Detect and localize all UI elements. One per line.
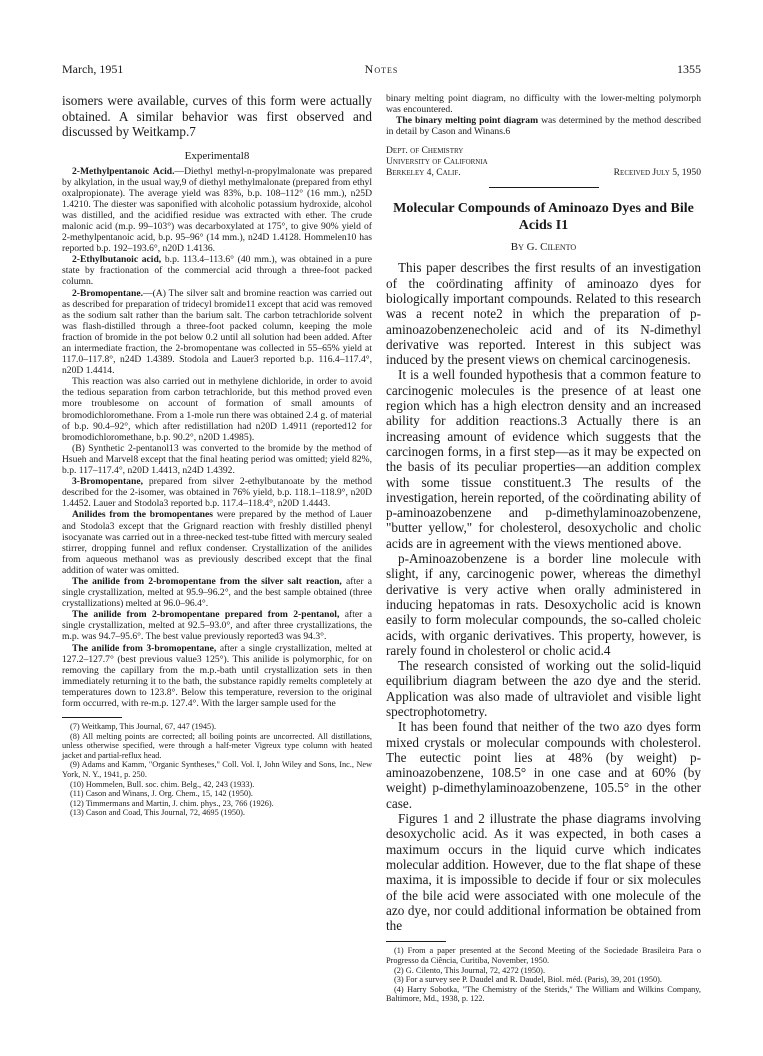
footnote-divider xyxy=(386,941,446,942)
paragraph: p-Aminoazobenzene is a border line molecule with slight, if any, carcinogenic power, whereas the dimethyl derivative is very active when orally administered in inducing hepatomas in rats. Desoxycholic acid is known easily to form molecular compounds, the so-called choleic acids, with organic derivatives. This property, however, is rarely found in cholesterol or cholic acid.4 xyxy=(386,551,701,658)
left-column xyxy=(62,93,372,818)
page-header xyxy=(62,62,701,78)
paragraph: Anilides from the bromopentanes were prepared by the method of Lauer and Stodola3 except that the Grignard reaction with freshly distilled phenyl isocyanate was carried out in a three-necked test-tube fitted with mercury sealed stirrer, dropping funnel and reflux condenser. Crystallization of the anilides from aqueous methanol was as previously described except that the final addition of water was omitted. xyxy=(62,509,372,576)
paragraph: This paper describes the first results of an investigation of the coördinating affinity of aminoazo dyes for biologically important compounds. Related to this research was a recent note2 in which the preparation of p-aminoazobenzenecholeic acid and of its N-dimethyl derivative was reported. Interest in this subject was induced by the present views on chemical carcinogenesis. xyxy=(386,260,701,368)
paragraph: 2-Bromopentane.—(A) The silver salt and bromine reaction was carried out as described for preparation of tridecyl bromide11 except that acid was removed as the sodium salt rather than the barium salt. The carbon tetrachloride solvent was flash-distilled through a three-foot packed column, keeping the mole fraction of bromide in the pot below 0.2 until all solution had been added. After an intermediate fraction, the 2-bromopentane was collected in 55–65% yield at 117.0–117.8°, n24D 1.4389. Stodola and Lauer3 reported b.p. 116.4–117.4°, n20D 1.4414. xyxy=(62,287,372,377)
header-section: Notes xyxy=(364,62,399,76)
paragraph: It has been found that neither of the two azo dyes form mixed crystals or molecular compounds with cholesterol. The eutectic point lies at 48% (by weight) p-aminoazobenzene, 108.5° in one case and at 60% (by weight) p-dimethylaminoazobenzene, 105.5° in the other case. xyxy=(386,719,701,811)
footnote: (2) G. Cilento, This Journal, 72, 4272 (1950). xyxy=(394,965,546,975)
header-date: March, 1951 xyxy=(62,62,124,76)
continued-paragraph: binary melting point diagram, no difficulty with the lower-melting polymorph was encountered. xyxy=(386,93,701,116)
footnote: (4) Harry Sobotka, "The Chemistry of the Sterids," The William and Wilkins Company, Baltimore, Md., 1938, p. 122. xyxy=(386,984,701,1004)
paragraph: The anilide from 3-bromopentane, after a single crystallization, melted at 127.2–127.7° (best previous value3 125°). This anilide is polymorphic, for on removing the capillary from the m.p.-bath until crystallization sets in then immediately returning it to the bath, the substance rapidly remelts completely at temperatures down to 123.8°. Below this temperature, reversion to the original form occurred, with re-m.p. 127.4°. With the larger sample used for the xyxy=(62,642,372,709)
affiliation-dept: Dept. of Chemistry xyxy=(386,145,464,157)
paragraph: 3-Bromopentane, prepared from silver 2-ethylbutanoate by the method described for the 2-isomer, was obtained in 76% yield, b.p. 118.1–118.9°, n20D 1.4452. Lauer and Stodola3 reported b.p. 117.4–118.4°, n20D 1.4443. xyxy=(62,476,372,510)
footnote: (1) From a paper presented at the Second Meeting of the Sociedade Brasileira Para o Progresso da Ciência, Curitiba, November, 1950. xyxy=(386,946,701,966)
footnote: (12) Timmermans and Martin, J. chim. phys., 23, 766 (1926). xyxy=(70,798,274,808)
paragraph: It is a well founded hypothesis that a common feature to carcinogenic molecules is the presence of at least one region which has a high electron density and an increased ability for addition reactions.3 Actually there is an increasing amount of evidence which suggests that the carcinogen forms, in a first step—as it may be expected on the basis of its peculiar properties—an addition complex with some tissue constituent.3 The results of the investigation, herein reported, of the coördinating ability of p-aminoazobenzene and p-dimethylaminoazobenzene, "butter yellow," for cholesterol, desoxycholic and cholic acids are in agreement with the views mentioned above. xyxy=(386,367,701,551)
paragraph: This reaction was also carried out in methylene dichloride, in order to avoid the tedious separation from carbon tetrachloride, but this method proved even more troublesome on account of formation of small amounts of bromodichloromethane. From a 1-mole run there was obtained 2.4 g. of material of b.p. 90.4–92°, which after redistillation had n20D 1.4911 (reported12 for bromodichloromethane, b.p. 90.2°, n20D 1.4985). xyxy=(62,376,372,443)
paragraph: 2-Ethylbutanoic acid, b.p. 113.4–113.6° (40 mm.), was obtained in a pure state by fractionation of the commercial acid through a three-foot packed column. xyxy=(62,254,372,288)
page-number: 1355 xyxy=(677,62,701,76)
footnote-divider xyxy=(62,717,122,718)
paragraph: (B) Synthetic 2-pentanol13 was converted to the bromide by the method of Hsueh and Marvel8 except that the final heating period was omitted; yield 82%, b.p. 117–117.4°, n20D 1.4413, n24D 1.4392. xyxy=(62,442,372,477)
affiliation-location: Berkeley 4, Calif. Received July 5, 1950 xyxy=(386,167,701,179)
article-author: By G. Cilento xyxy=(510,241,577,254)
footnote: (13) Cason and Coad, This Journal, 72, 4695 (1950). xyxy=(70,808,245,818)
paragraph: The binary melting point diagram was determined by the method described in detail by Cason and Winans.6 xyxy=(386,115,701,138)
article-separator xyxy=(489,187,599,188)
footnote: (10) Hommelen, Bull. soc. chim. Belg., 42, 243 (1933). xyxy=(70,779,255,789)
paragraph: Figures 1 and 2 illustrate the phase diagrams involving desoxycholic acid. As it was expected, in both cases a maximum occurs in the liquid curve which indicates molecular addition. However, due to the flat shape of these maxima, it is impossible to decide if four or six molecules of the bile acid were associated with one molecule of the azo dye, nor could additional information be obtained from the xyxy=(386,811,701,934)
section-heading: Experimental8 xyxy=(184,149,250,162)
paragraph: The anilide from 2-bromopentane from the silver salt reaction, after a single crystallization, melted at 95.9–96.2°, and the best sample obtained (three crystallizations) melted at 96.0–96.4°. xyxy=(62,575,372,610)
footnote: (8) All melting points are corrected; all boiling points are uncorrected. All distillations, unless otherwise specified, were through a half-meter Vigreux type column with heated jacket and partial-reflux head. xyxy=(62,731,372,760)
received-date: Received July 5, 1950 xyxy=(613,167,701,179)
footnote: (9) Adams and Kamm, "Organic Syntheses," Coll. Vol. I, John Wiley and Sons, Inc., New York, N. Y., 1941, p. 250. xyxy=(62,760,372,780)
footnote: (3) For a survey see P. Daudel and R. Daudel, Biol. méd. (Paris), 39, 201 (1950). xyxy=(394,975,662,985)
right-column xyxy=(386,93,701,1004)
footnote: (11) Cason and Winans, J. Org. Chem., 15, 142 (1950). xyxy=(70,789,253,799)
paragraph: The anilide from 2-bromopentane prepared from 2-pentanol, after a single crystallization, melted at 92.5–93.0°, and after three crystallizations, the m.p. was 94.7–95.6°. The best value previously reported3 was 94.3°. xyxy=(62,609,372,643)
article-title: Molecular Compounds of Aminoazo Dyes and Bile Acids I1 xyxy=(393,201,694,234)
affiliation-university: University of California xyxy=(386,156,488,168)
paragraph: The research consisted of working out the solid-liquid equilibrium diagram between the azo dye and the sterid. Application was also made of ultraviolet and visible light spectrophotometry. xyxy=(386,658,701,719)
lead-paragraph: isomers were available, curves of this form were actually obtained. A similar behavior was first observed and discussed by Weitkamp.7 xyxy=(62,93,372,139)
paragraph: 2-Methylpentanoic Acid.—Diethyl methyl-n-propylmalonate was prepared by alkylation, in the usual way,9 of diethyl methylmalonate (prepared from ethyl oxalpropionate). The average yield was 83%, b.p. 108–112° (16 mm.), n25D 1.4210. The diester was saponified with alcoholic potassium hydroxide, alcohol was distilled, and the acidified residue was extracted with ether. The crude malonic acid (m.p. 99–103°) was decarboxylated at 175°, to give 90% yield of 2-methylpentanoic acid, b.p. 95–96° (14 mm.), n24D 1.4128. Hommelen10 has reported b.p. 192–193.6°, n20D 1.4136. xyxy=(62,165,372,255)
footnote: (7) Weitkamp, This Journal, 67, 447 (1945). xyxy=(70,722,217,732)
